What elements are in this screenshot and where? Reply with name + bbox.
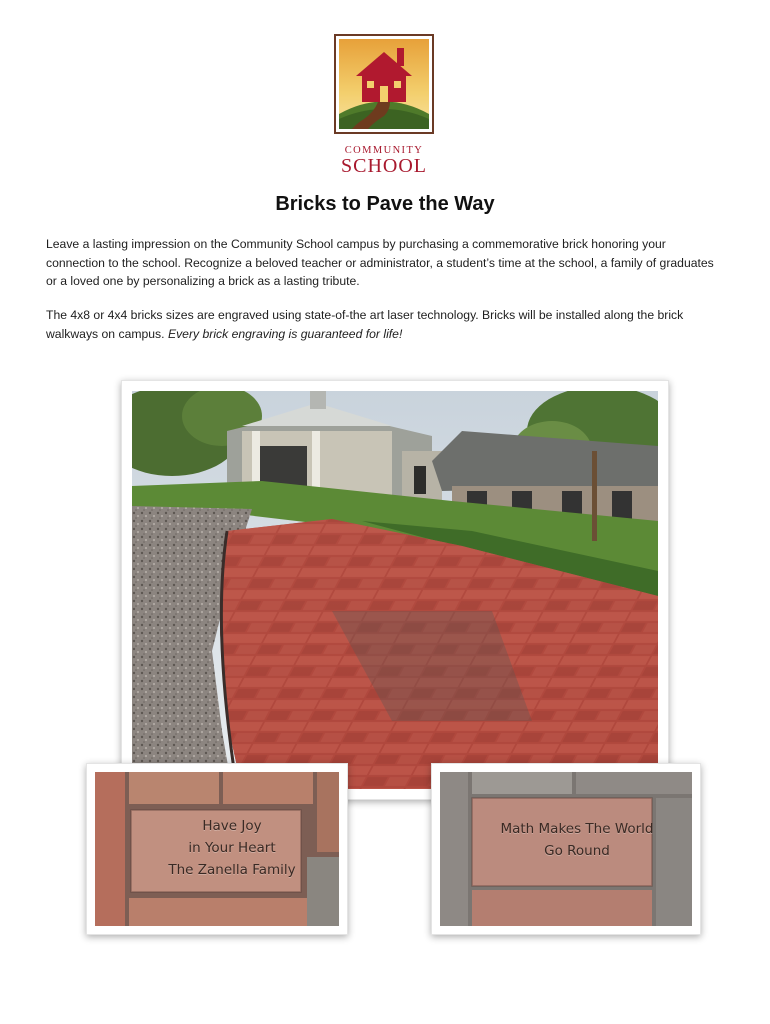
logo-text-community: COMMUNITY bbox=[344, 145, 424, 156]
walkway-photo bbox=[121, 380, 669, 800]
engraved-brick-photo-2 bbox=[431, 763, 701, 935]
brick-2-line-2: Go Round bbox=[544, 843, 610, 859]
walkway-image bbox=[132, 391, 658, 789]
brick-1-engraving bbox=[157, 815, 307, 881]
intro-paragraph: Leave a lasting impression on the Community School campus by purchasing a commemorative brick honoring your connection to the school. Recognize a beloved teacher or administrator, a student’s time at the school, a family of graduates or a loved one by personalizing a brick as a lasting tribute. bbox=[46, 237, 714, 288]
brick-1-line-2: in Your Heart bbox=[188, 840, 276, 856]
brick-1-line-1: Have Joy bbox=[202, 818, 262, 834]
details-paragraph bbox=[46, 306, 726, 343]
engraved-brick-photo-1 bbox=[86, 763, 348, 935]
house-logo-icon bbox=[334, 34, 434, 134]
details-text: The 4x8 or 4x4 bricks sizes are engraved using state-of-the art laser technology. Bricks will be installed along the brick walkways on campus. bbox=[46, 308, 684, 341]
logo-text-school: SCHOOL bbox=[340, 155, 427, 177]
guarantee-text: Every brick engraving is guaranteed for life! bbox=[167, 326, 403, 341]
community-school-logo bbox=[334, 34, 434, 176]
brick-2-line-1: Math Makes The World bbox=[500, 821, 654, 837]
brick-1-line-3: The Zanella Family bbox=[168, 862, 296, 878]
brick-2-engraving bbox=[482, 818, 672, 862]
page-title: Bricks to Pave the Way bbox=[275, 193, 495, 215]
